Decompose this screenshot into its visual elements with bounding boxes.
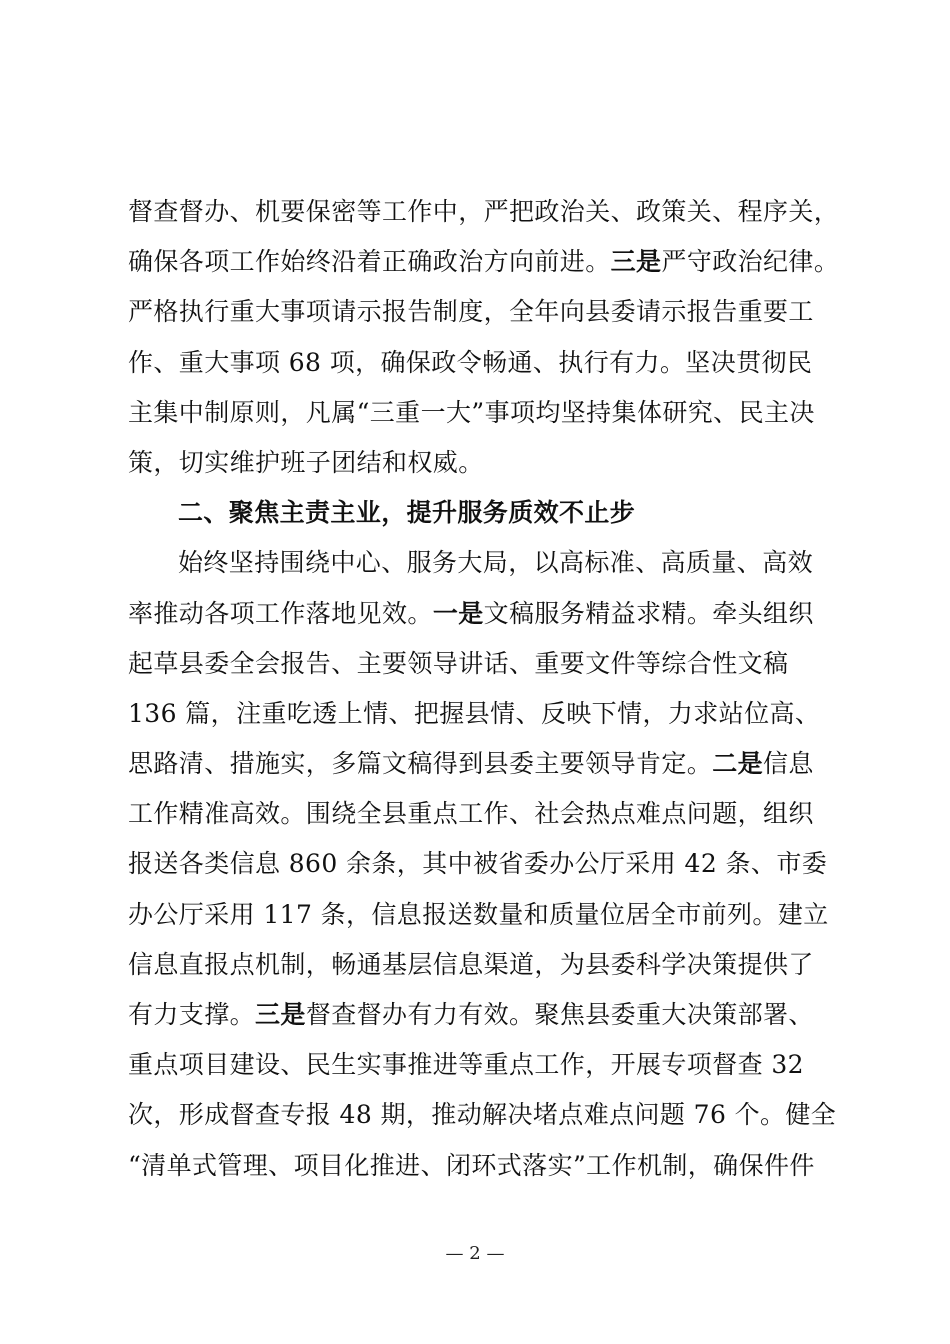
text-run: 信息 xyxy=(763,749,814,779)
text-line xyxy=(128,689,828,739)
section-heading xyxy=(128,488,828,538)
text-run: 始终坚持围绕中心、服务大局，以高标准、高质量、高效 xyxy=(178,548,814,578)
text-line xyxy=(128,338,828,388)
text-line xyxy=(128,739,828,789)
heading-text: 二、聚焦主责主业，提升服务质效不止步 xyxy=(178,498,636,528)
text-run: 严格执行重大事项请示报告制度，全年向县委请示报告重要工 xyxy=(128,297,814,327)
text-line xyxy=(128,940,828,990)
text-run: 督查督办、机要保密等工作中，严把政治关、政策关、程序关， xyxy=(128,197,840,226)
text-line xyxy=(128,438,828,488)
text-run: 重点项目建设、民生实事推进等重点工作，开展专项督查 32 xyxy=(128,1050,804,1080)
text-line xyxy=(128,1040,828,1090)
text-line xyxy=(128,187,840,237)
text-line xyxy=(128,237,840,287)
text-run: 作、重大事项 68 项，确保政令畅通、执行有力。坚决贯彻民 xyxy=(128,347,813,377)
text-line xyxy=(128,890,828,940)
text-run: 督查督办有力有效。聚焦县委重大决策部署、 xyxy=(305,1000,814,1029)
body-text xyxy=(128,187,840,1191)
text-run: 起草县委全会报告、主要领导讲话、重要文件等综合性文稿 xyxy=(128,648,789,678)
text-run: 确保各项工作始终沿着正确政治方向前进。 xyxy=(128,247,611,277)
text-run: 文稿服务精益求精。牵头组织 xyxy=(483,598,814,628)
text-run: 次，形成督查专报 48 期，推动解决堵点难点问题 76 个。健全 xyxy=(128,1100,837,1130)
text-line xyxy=(128,639,828,689)
emphasis-run: 一是 xyxy=(432,598,484,628)
text-run: 率推动各项工作落地见效。 xyxy=(128,598,433,628)
text-run: 有力支撑。 xyxy=(128,1000,256,1029)
text-line xyxy=(128,287,828,337)
text-run: 严守政治纪律。 xyxy=(661,247,840,277)
emphasis-run: 三是 xyxy=(255,1000,306,1029)
text-run: 办公厅采用 117 条，信息报送数量和质量位居全市前列。建立 xyxy=(128,899,829,929)
text-run: 策，切实维护班子团结和权威。 xyxy=(128,447,484,477)
text-line xyxy=(128,990,828,1040)
text-run: 工作精准高效。围绕全县重点工作、社会热点难点问题，组织 xyxy=(128,799,814,829)
page-number: — 2 — xyxy=(445,1243,505,1264)
text-run: “清单式管理、项目化推进、闭环式落实”工作机制，确保件件 xyxy=(128,1150,815,1180)
emphasis-run: 三是 xyxy=(610,247,662,277)
text-line xyxy=(128,589,828,639)
text-run: 136 篇，注重吃透上情、把握县情、反映下情，力求站位高、 xyxy=(128,698,821,728)
text-line xyxy=(128,839,828,889)
text-run: 思路清、措施实，多篇文稿得到县委主要领导肯定。 xyxy=(128,749,713,779)
emphasis-run: 二是 xyxy=(712,749,764,779)
text-run: 信息直报点机制，畅通基层信息渠道，为县委科学决策提供了 xyxy=(128,949,814,979)
text-run: 主集中制原则，凡属“三重一大”事项均坚持集体研究、民主决 xyxy=(128,397,815,427)
text-line xyxy=(128,538,828,588)
text-line xyxy=(128,388,828,438)
text-line xyxy=(128,1141,828,1191)
text-line xyxy=(128,789,828,839)
text-run: 报送各类信息 860 余条，其中被省委办公厅采用 42 条、市委 xyxy=(128,849,828,879)
text-line xyxy=(128,1090,837,1140)
